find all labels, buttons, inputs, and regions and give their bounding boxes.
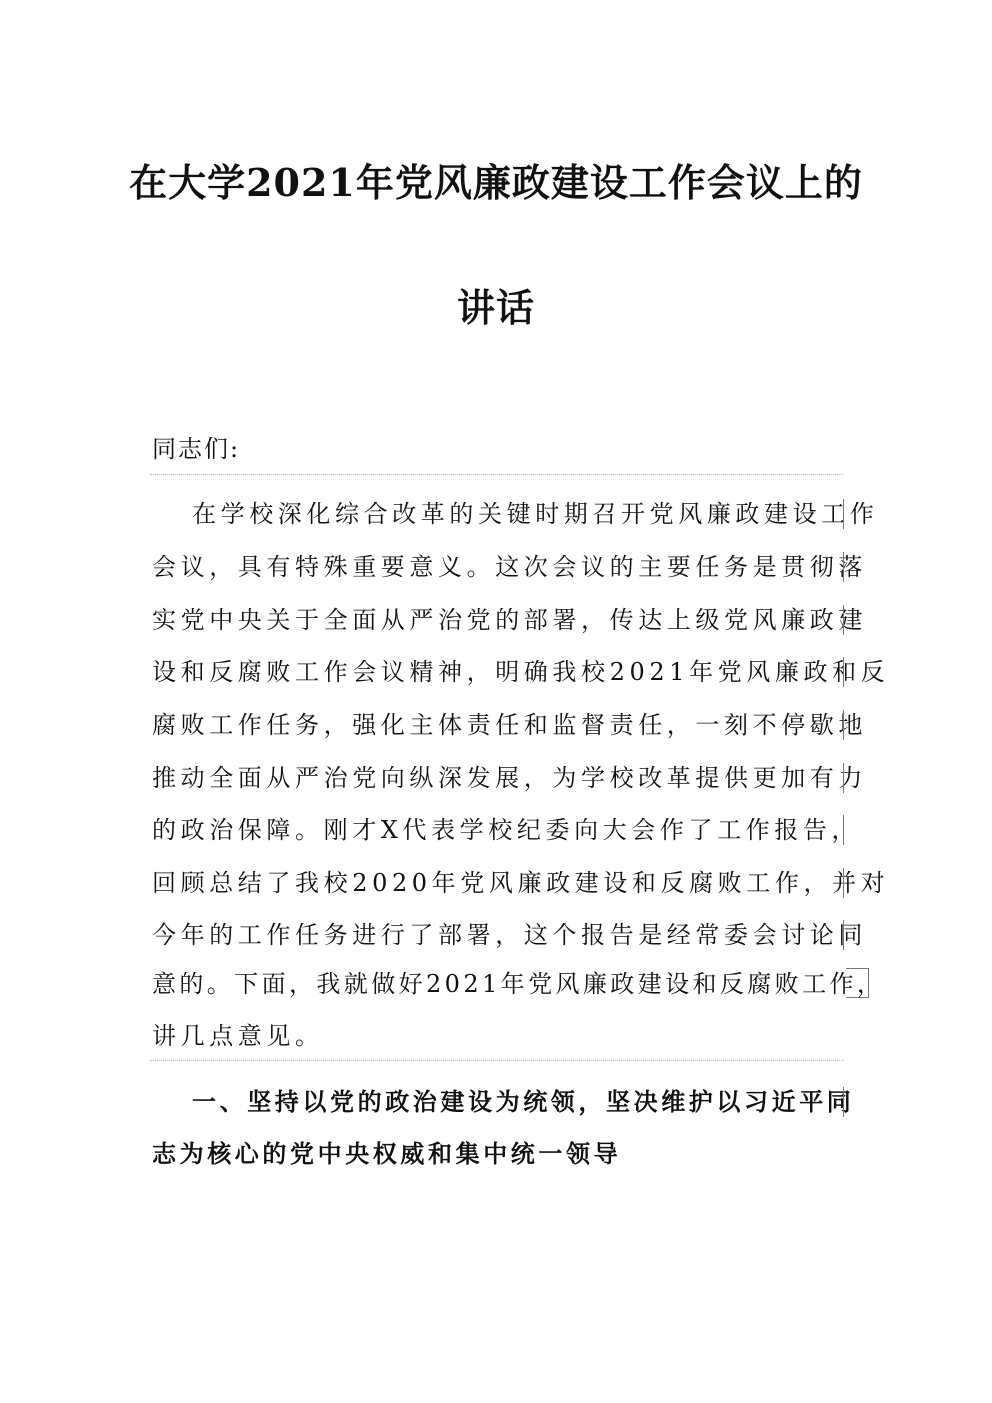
paragraph-line: 实党中央关于全面从严治党的部署，传达上级党风廉政建 [152,606,867,634]
overflow-line-marker [846,968,869,998]
paragraph-line: 讲几点意见。 [152,1022,324,1050]
paragraph-bottom-divider [150,1060,844,1061]
paragraph-line: 在学校深化综合改革的关键时期召开党风廉政建设工作 [192,500,879,528]
salutation: 同志们: [152,435,241,463]
line-end-marker [843,815,844,845]
line-end-marker [843,868,844,898]
line-end-marker [843,552,844,582]
line-end-marker [843,657,844,687]
paragraph-line: 腐败工作任务，强化主体责任和监督责任，一刻不停歇地 [152,711,867,739]
paragraph-line: 会议，具有特殊重要意义。这次会议的主要任务是贯彻落 [152,553,867,581]
line-end-marker [843,499,844,529]
document-title-line-1: 在大学2021年党风廉政建设工作会议上的 [129,160,863,205]
paragraph-line: 的政治保障。刚才X代表学校纪委向大会作了工作报告， [152,816,861,844]
paragraph-line: 今年的工作任务进行了部署，这个报告是经常委会讨论同 [152,921,867,949]
paragraph-top-divider [150,474,844,475]
paragraph-line: 回顾总结了我校2020年党风廉政建设和反腐败工作，并对 [152,869,890,897]
paragraph-line: 意的。下面，我就做好2021年党风廉政建设和反腐败工作， [152,970,885,998]
document-title-line-2: 讲话 [456,285,535,330]
paragraph-line: 推动全面从严治党向纵深发展，为学校改革提供更加有力 [152,764,867,792]
section-heading-line: 一、坚持以党的政治建设为统领，坚决维护以习近平同 [192,1087,855,1116]
line-end-marker [843,920,844,950]
line-end-marker [843,763,844,793]
line-end-marker [843,605,844,635]
section-heading-line: 志为核心的党中央权威和集中统一领导 [152,1139,622,1168]
line-end-marker [843,1087,844,1117]
paragraph-line: 设和反腐败工作会议精神，明确我校2021年党风廉政和反 [152,658,890,686]
line-end-marker [843,710,844,740]
